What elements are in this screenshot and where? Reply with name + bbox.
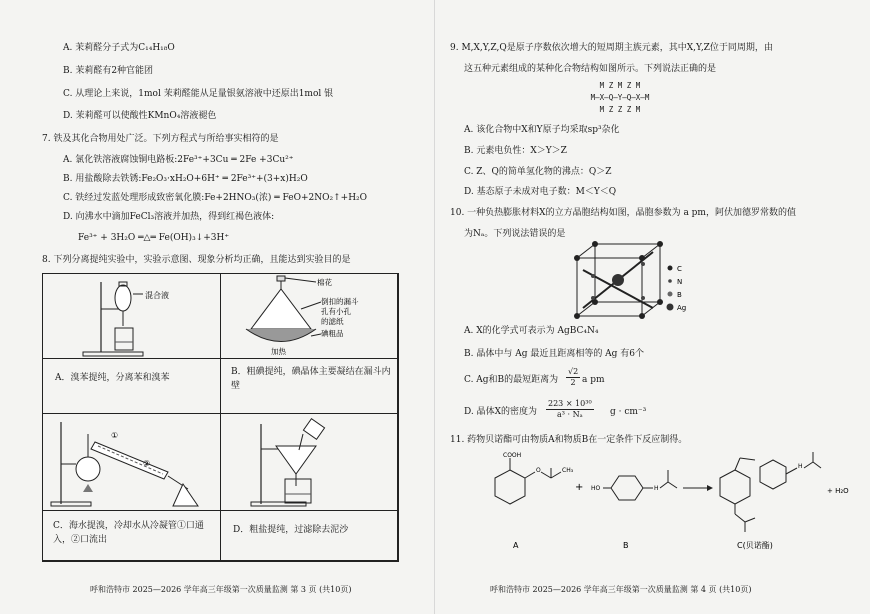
legend-ag: Ag (677, 304, 687, 312)
label-paper-note2: 的滤纸 (321, 317, 344, 326)
q10-option-d: D. 晶体X的密度为 (464, 407, 538, 417)
q6-option-d: D. 茉莉醛可以使酸性KMnO₄溶液褪色 (63, 111, 217, 121)
q8-image-c (43, 414, 221, 511)
legend-c: C (677, 265, 682, 273)
q9-structure (560, 80, 680, 118)
label-crude-iodine: 碘粗品 (321, 329, 344, 338)
separatory-funnel-diagram (43, 274, 221, 359)
q10-option-a: A. X的化学式可表示为 AgBC₄N₄ (464, 326, 599, 336)
atom-ch3-a: CH₃ (562, 467, 574, 474)
q10-d-unit: g · cm⁻³ (610, 407, 647, 417)
atom-o-a: O (536, 467, 541, 474)
atom-cooh: COOH (503, 452, 522, 459)
label-funnel-note: 倒扣的漏斗 (321, 297, 359, 306)
q10-crystal-cell (565, 240, 705, 320)
q7-d-equation: Fe³⁺ + 3H₂O ═△═ Fe(OH)₃↓+3H⁺ (78, 233, 230, 243)
filtration-diagram (221, 414, 398, 511)
legend-n: N (677, 278, 683, 286)
q10-c-fraction (566, 367, 580, 388)
q9-option-a: A. 该化合物中X和Y原子均采取sp³杂化 (464, 125, 620, 135)
q8-image-b (221, 274, 398, 359)
sublimation-diagram (221, 274, 398, 359)
q8-cell-a: A．溴苯提纯，分离苯和溴苯 (55, 373, 170, 383)
q10-option-c: C. Ag和B的最短距离为 (464, 375, 559, 385)
label-a: A (513, 541, 519, 550)
label-heat: 加热 (271, 347, 286, 356)
label-port-1: ① (111, 431, 119, 440)
q9-structure-top: M Z M Z M (599, 81, 641, 90)
q10-c-num: √2 (568, 367, 579, 376)
q8-cell-b: B．粗碘提纯，碘晶体主要凝结在漏斗内壁 (231, 367, 391, 391)
q8-text-a (43, 359, 221, 414)
q7-option-b: B. 用盐酸除去铁锈:Fe₂O₃·xH₂O+6H⁺ ═ 2Fe³⁺+(3+x)H₂O (63, 174, 308, 184)
q8-text-b (221, 359, 398, 414)
q10-d-num: 223 × 10³⁰ (548, 399, 592, 408)
right-page (440, 0, 870, 614)
page-divider (434, 0, 435, 614)
q8-text-d (221, 511, 398, 561)
q7-option-c: C. 铁经过发蓝处理形成致密氧化膜:Fe+2HNO₃(浓) ═ FeO+2NO₂↑+H₂O (63, 193, 368, 203)
q6-option-b: B. 茉莉醛有2种官能团 (63, 66, 154, 76)
q8-text-c (43, 511, 221, 561)
q10-c-unit: a pm (582, 375, 605, 385)
label-c: C(贝诺酯) (737, 541, 773, 550)
q7-option-d: D. 向沸水中滴加FeCl₃溶液并加热，得到红褐色液体: (63, 212, 275, 222)
q10-stem-2: 为Nₐ。下列说法错误的是 (464, 229, 566, 239)
q10-stem-1: 10. 一种负热膨胀材料X的立方晶胞结构如图，晶胞参数为 a pm，阿伏加德罗常数的值 (450, 208, 796, 218)
q10-option-b: B. 晶体中与 Ag 最近且距离相等的 Ag 有6个 (464, 349, 645, 359)
q9-stem-1: 9. M,X,Y,Z,Q是原子序数依次增大的短周期主族元素，其中X,Y,Z位于同周期，由 (450, 43, 773, 53)
label-port-2: ② (143, 459, 151, 468)
label-b: B (623, 541, 629, 550)
label-mixture: 混合液 (145, 291, 169, 300)
q9-structure-mid: M—X—Q—Y—Q—X—M (590, 93, 650, 102)
q8-cell-d: D．粗盐提纯，过滤除去泥沙 (233, 525, 349, 535)
left-page (0, 0, 430, 614)
q8-image-a (43, 274, 221, 359)
water-product: + H₂O (827, 487, 849, 495)
q8-stem: 8. 下列分离提纯实验中，实验示意图、现象分析均正确，且能达到实验目的是 (42, 255, 351, 265)
q7-stem: 7. 铁及其化合物用处广泛。下列方程式与所给事实相符的是 (42, 134, 279, 144)
right-footer: 呼和浩特市 2025—2026 学年高三年级第一次质量监测 第 4 页 (共10页) (490, 585, 752, 594)
q10-c-den: 2 (570, 378, 576, 387)
q8-table (42, 273, 399, 562)
q6-option-a: A. 茉莉醛分子式为C₁₄H₁₈O (63, 43, 175, 53)
q9-structure-bot: M Z Z Z M (599, 105, 641, 114)
left-footer: 呼和浩特市 2025—2026 学年高三年级第一次质量监测 第 3 页 (共10页) (90, 585, 352, 594)
atom-ho: HO (591, 485, 601, 492)
q8-cell-c: C．海水提溴，冷却水从冷凝管①口通入，②口流出 (53, 521, 204, 545)
atom-nh-b: H (654, 485, 659, 492)
q8-image-d (221, 414, 398, 511)
atom-nh-c: H (798, 463, 803, 470)
q9-option-c: C. Z、Q的简单氢化物的沸点：Q＞Z (464, 167, 612, 177)
q6-option-c: C. 从理论上来说，1mol 茉莉醛能从足量银氨溶液中还原出1mol 银 (63, 89, 334, 99)
q9-stem-2: 这五种元素组成的某种化合物结构如图所示。下列说法正确的是 (464, 64, 717, 74)
q10-d-fraction (546, 399, 594, 420)
q11-stem: 11. 药物贝诺酯可由物质A和物质B在一定条件下反应制得。 (450, 435, 688, 445)
q9-option-b: B. 元素电负性：X＞Y＞Z (464, 146, 567, 156)
q11-reaction-scheme (455, 448, 865, 558)
q10-d-den: a³ · Nₐ (556, 410, 583, 419)
q9-option-d: D. 基态原子未成对电子数：M＜Y＜Q (464, 187, 617, 197)
distillation-diagram (43, 414, 221, 511)
label-cotton: 棉花 (317, 278, 332, 287)
plus-sign: + (575, 482, 584, 493)
q7-option-a: A. 氯化铁溶液腐蚀铜电路板:2Fe³⁺+3Cu ═ 2Fe +3Cu²⁺ (63, 155, 294, 165)
legend-b: B (677, 291, 682, 299)
label-paper-note1: 孔有小孔 (321, 307, 351, 316)
